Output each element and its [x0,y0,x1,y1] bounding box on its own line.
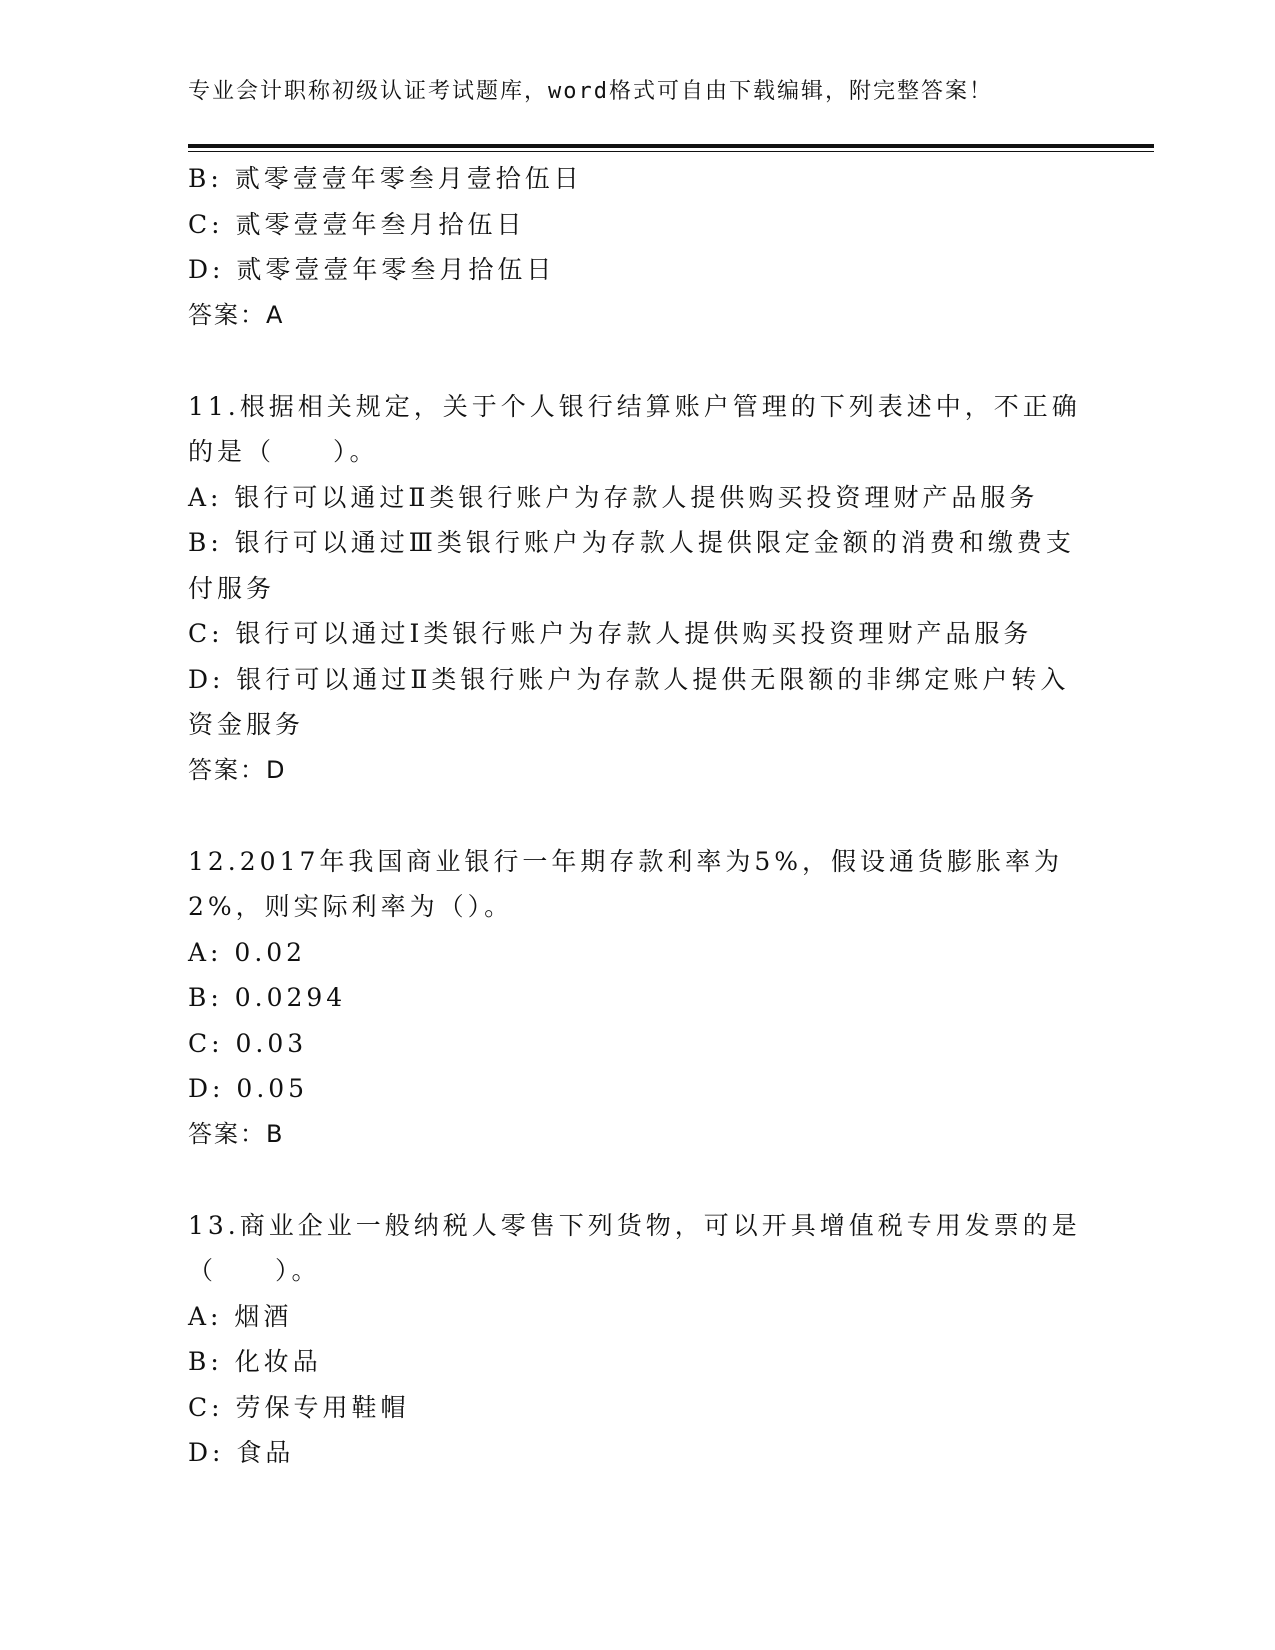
answer-line: 答案：D [188,755,287,784]
option-c: C: 银行可以通过Ⅰ类银行账户为存款人提供购买投资理财产品服务 [188,619,1033,648]
document-body [188,156,1088,1476]
option-a: A: 烟酒 [188,1301,293,1331]
option-d: D: 贰零壹壹年零叁月拾伍日 [188,255,556,284]
question-13 [188,1203,1088,1476]
question-stem: 13.商业企业一般纳税人零售下列货物，可以开具增值税专用发票的是（ ）。 [188,1210,1081,1285]
option-d: D: 食品 [188,1438,295,1467]
option-a: A: 0.02 [188,937,307,967]
option-b: B: 银行可以通过Ⅲ类银行账户为存款人提供限定金额的消费和缴费支付服务 [188,528,1075,603]
question-11 [188,384,1088,794]
previous-question-tail [188,156,1088,338]
option-d: D: 0.05 [188,1074,309,1103]
option-a: A: 银行可以通过Ⅱ类银行账户为存款人提供购买投资理财产品服务 [188,482,1039,512]
option-b: B: 0.0294 [188,983,347,1012]
option-d: D: 银行可以通过Ⅱ类银行账户为存款人提供无限额的非绑定账户转入资金服务 [188,664,1070,739]
spacer [188,1157,1088,1203]
option-b: B: 贰零壹壹年零叁月壹拾伍日 [188,164,583,193]
option-c: C: 贰零壹壹年叁月拾伍日 [188,209,526,239]
header-rule-thin [188,151,1154,152]
question-12 [188,839,1088,1158]
question-stem: 12.2017年我国商业银行一年期存款利率为5%，假设通货膨胀率为2%，则实际利率为（）。 [188,846,1064,921]
answer-line: 答案：A [188,300,285,329]
header-rule-thick [188,144,1154,148]
spacer [188,338,1088,384]
option-b: B: 化妆品 [188,1347,322,1376]
page-header: 专业会计职称初级认证考试题库，word格式可自由下载编辑，附完整答案！ [188,79,993,104]
option-c: C: 0.03 [188,1028,308,1058]
spacer [188,793,1088,839]
question-stem: 11.根据相关规定，关于个人银行结算账户管理的下列表述中，不正确的是（ ）。 [188,391,1081,466]
option-c: C: 劳保专用鞋帽 [188,1392,410,1422]
answer-line: 答案：B [188,1119,285,1148]
